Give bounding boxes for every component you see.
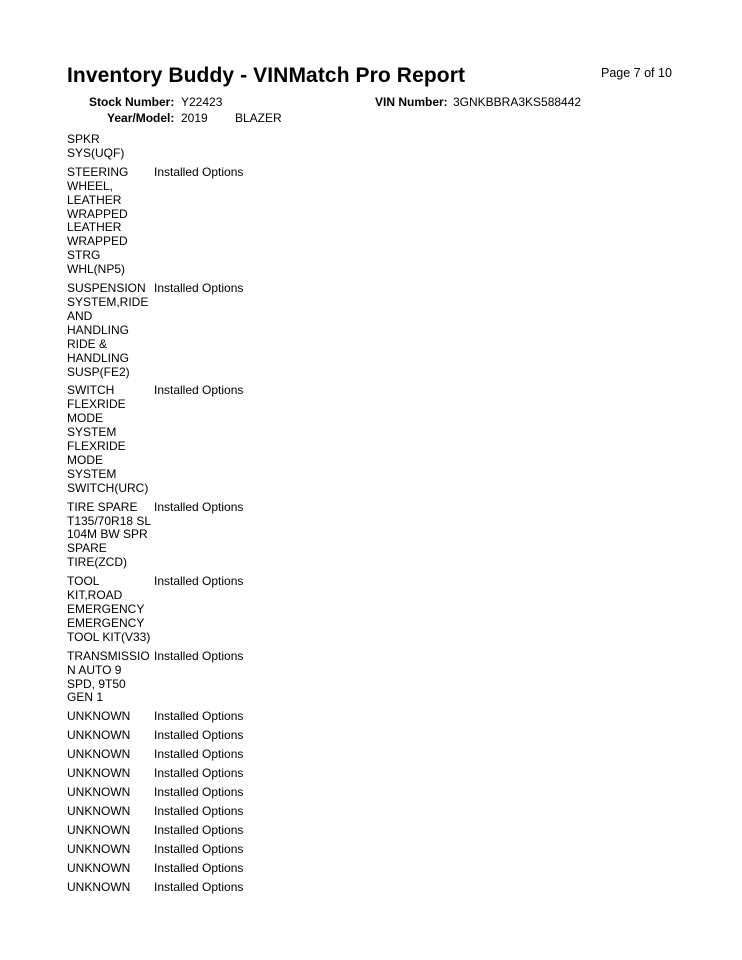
option-name: SWITCH FLEXRIDE MODE SYSTEM FLEXRIDE MODE SYSTEM SWITCH(URC) [67, 383, 149, 495]
vin-number-label: VIN Number: [375, 95, 448, 109]
option-name: SPKR SYS(UQF) [67, 132, 125, 160]
option-category: Installed Options [154, 822, 244, 837]
option-name: SUSPENSION SYSTEM,RIDE AND HANDLING RIDE & HANDLING SUSP(FE2) [67, 281, 149, 379]
model-value: BLAZER [235, 111, 282, 125]
option-name: UNKNOWN [67, 860, 131, 875]
option-name: UNKNOWN [67, 803, 131, 818]
option-category: Installed Options [154, 841, 244, 856]
option-category: Installed Options [154, 648, 244, 663]
option-category: Installed Options [154, 728, 244, 743]
option-row [67, 710, 327, 724]
option-name: UNKNOWN [67, 766, 131, 781]
option-row [67, 575, 327, 645]
year-value: 2019 [181, 111, 208, 125]
option-category: Installed Options [154, 574, 244, 589]
option-row [67, 282, 327, 379]
vin-number-value: 3GNKBBRA3KS588442 [453, 95, 582, 109]
option-category: Installed Options [154, 747, 244, 762]
option-name: UNKNOWN [67, 784, 131, 799]
stock-number-label: Stock Number: [89, 95, 175, 109]
option-name: UNKNOWN [67, 879, 131, 894]
option-name: UNKNOWN [67, 822, 131, 837]
installed-options-list [67, 133, 327, 899]
option-category: Installed Options [154, 860, 244, 875]
option-category: Installed Options [154, 766, 244, 781]
year-model-label: Year/Model: [107, 111, 175, 125]
option-name: TRANSMISSIO N AUTO 9 SPD, 9T50 GEN 1 [67, 648, 150, 705]
option-category: Installed Options [154, 383, 244, 398]
option-row [67, 729, 327, 743]
option-row [67, 881, 327, 895]
option-category: Installed Options [154, 164, 244, 179]
option-name: STEERING WHEEL, LEATHER WRAPPED LEATHER WRAPPED STRG WHL(NP5) [67, 164, 129, 277]
option-row [67, 501, 327, 571]
option-name: TIRE SPARE T135/70R18 SL 104M BW SPR SPARE TIRE(ZCD) [67, 499, 152, 570]
option-row [67, 133, 327, 161]
option-name: UNKNOWN [67, 841, 131, 856]
stock-number-value: Y22423 [181, 95, 223, 109]
option-category: Installed Options [154, 499, 244, 514]
option-category: Installed Options [154, 879, 244, 894]
report-title: Inventory Buddy - VINMatch Pro Report [67, 64, 466, 87]
option-row [67, 748, 327, 762]
option-category: Installed Options [154, 803, 244, 818]
option-row [67, 862, 327, 876]
option-row [67, 767, 327, 781]
option-name: UNKNOWN [67, 747, 131, 762]
option-row [67, 786, 327, 800]
page-number: Page 7 of 10 [601, 66, 672, 80]
option-row [67, 805, 327, 819]
option-name: UNKNOWN [67, 709, 131, 724]
option-row [67, 650, 327, 706]
option-category: Installed Options [154, 281, 244, 296]
option-row [67, 384, 327, 495]
option-category: Installed Options [154, 784, 244, 799]
option-row [67, 166, 327, 277]
option-name: UNKNOWN [67, 728, 131, 743]
option-row [67, 843, 327, 857]
option-category: Installed Options [154, 709, 244, 724]
option-row [67, 824, 327, 838]
option-name: TOOL KIT,ROAD EMERGENCY EMERGENCY TOOL KIT(V33) [67, 574, 151, 644]
